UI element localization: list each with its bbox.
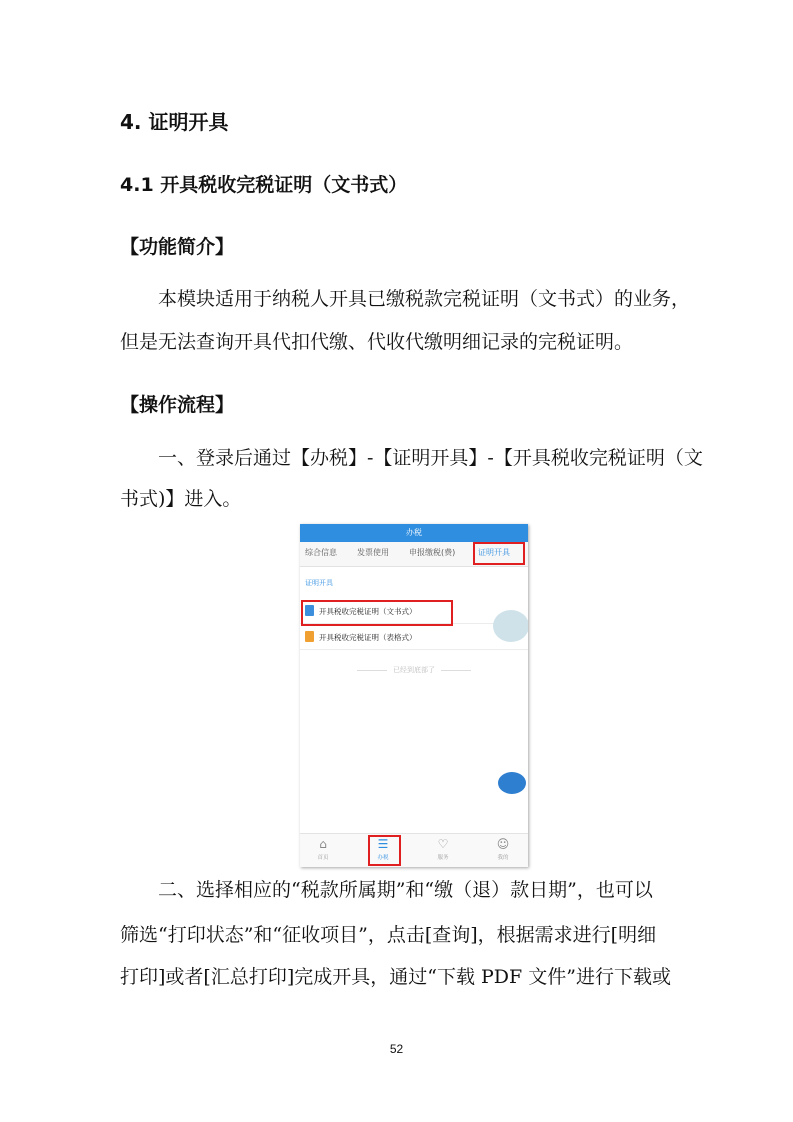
- tab-declare-pay[interactable]: 申报缴税(费): [409, 548, 456, 557]
- list-item-label: 开具税收完税证明（文书式）: [319, 607, 417, 616]
- tab-invoice[interactable]: 发票使用: [357, 548, 389, 557]
- nav-highlight-box: [368, 835, 401, 866]
- user-icon: ☺: [496, 837, 510, 851]
- intro-heading: 【功能简介】: [120, 236, 235, 258]
- intro-line-1: 本模块适用于纳税人开具已缴税款完税证明（文书式）的业务，: [158, 288, 691, 310]
- step2-line-1: 二、选择相应的“税款所属期”和“缴（退）款日期”，也可以: [158, 879, 653, 901]
- home-icon: ⌂: [319, 837, 327, 851]
- end-of-list-note: 已经到底部了: [340, 665, 488, 675]
- step2-line-2: 筛选“打印状态”和“征收项目”，点击[查询]，根据需求进行[明细: [120, 924, 657, 946]
- table-document-icon: [305, 631, 314, 642]
- step1-line-1: 一、登录后通过【办税】-【证明开具】-【开具税收完税证明（文: [158, 447, 703, 469]
- row-highlight-box: [301, 600, 453, 626]
- tab-highlight-box: [473, 542, 525, 565]
- subsection-heading: 4.1 开具税收完税证明（文书式）: [120, 174, 408, 196]
- nav-home-label: 首页: [317, 855, 329, 861]
- nav-mine[interactable]: [483, 837, 523, 861]
- tab-certificate[interactable]: 证明开具: [478, 542, 510, 565]
- tab-overview[interactable]: 综合信息: [305, 548, 337, 557]
- intro-line-2: 但是无法查询开具代扣代缴、代收代缴明细记录的完税证明。: [120, 331, 634, 353]
- nav-service[interactable]: [423, 837, 463, 861]
- app-header-title: 办税: [300, 524, 528, 542]
- section-label: 证明开具: [305, 579, 333, 587]
- step2-line-3: 打印]或者[汇总打印]完成开具，通过“下载 PDF 文件”进行下载或: [120, 966, 671, 988]
- nav-tax-label: 办税: [377, 855, 389, 861]
- app-screenshot: [300, 524, 528, 867]
- page-number: 52: [389, 1042, 404, 1056]
- nav-service-label: 服务: [437, 855, 449, 861]
- list-icon: ☰: [377, 837, 389, 851]
- section-heading: 4. 证明开具: [120, 110, 229, 134]
- list-item-label: 开具税收完税证明（表格式）: [319, 633, 417, 642]
- bottom-nav: [300, 833, 528, 867]
- step1-line-2: 书式)】进入。: [120, 488, 242, 510]
- heart-icon: ♡: [437, 837, 449, 851]
- nav-home[interactable]: [303, 837, 343, 861]
- process-heading: 【操作流程】: [120, 394, 235, 416]
- floating-service-icon[interactable]: [493, 610, 528, 642]
- floating-back-icon[interactable]: [498, 772, 526, 794]
- nav-mine-label: 我的: [497, 855, 509, 861]
